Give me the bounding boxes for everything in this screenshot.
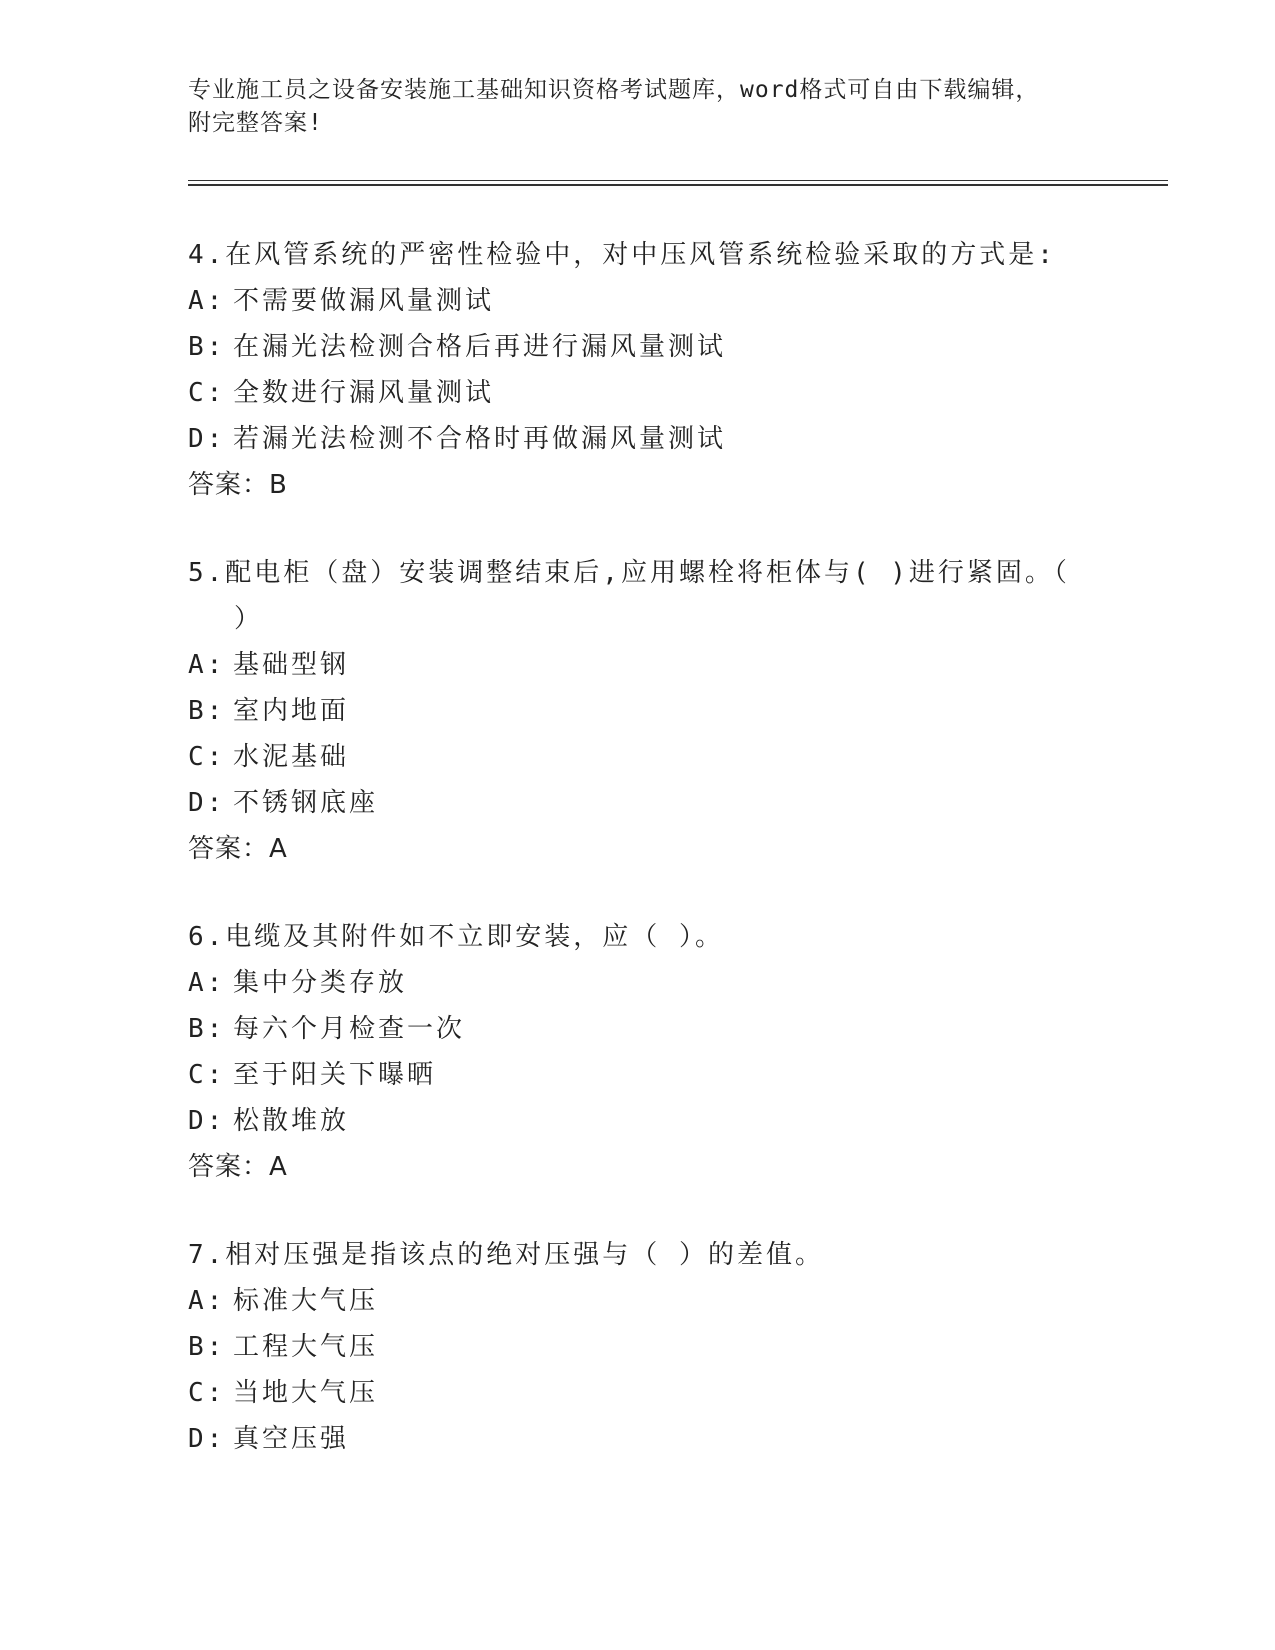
option-letter: B:: [188, 332, 226, 362]
question-stem: 7.相对压强是指该点的绝对压强与（ ）的差值。: [188, 1240, 824, 1270]
option-text: 在漏光法检测合格后再进行漏风量测试: [233, 332, 727, 362]
option-d: [188, 416, 1088, 462]
option-text: 全数进行漏风量测试: [233, 378, 495, 408]
option-letter: A:: [188, 650, 226, 680]
option-a: [188, 642, 1088, 688]
option-c: [188, 734, 1088, 780]
option-b: [188, 688, 1088, 734]
option-text: 标准大气压: [233, 1286, 379, 1316]
option-a: [188, 278, 1088, 324]
option-text: 松散堆放: [233, 1106, 350, 1136]
question-4: [188, 232, 1088, 508]
option-a: [188, 960, 1088, 1006]
option-c: [188, 1370, 1088, 1416]
header-divider-thin: [188, 180, 1168, 181]
question-7: [188, 1232, 1088, 1462]
option-letter: C:: [188, 1378, 226, 1408]
question-stem: 6.电缆及其附件如不立即安装，应（ ）。: [188, 922, 724, 952]
option-text: 若漏光法检测不合格时再做漏风量测试: [233, 424, 727, 454]
header-line-1: 专业施工员之设备安装施工基础知识资格考试题库，word格式可自由下载编辑，: [188, 77, 1040, 103]
header-divider-thick: [188, 184, 1168, 186]
option-letter: B:: [188, 1332, 226, 1362]
option-text: 室内地面: [233, 696, 350, 726]
question-6: [188, 914, 1088, 1190]
option-b: [188, 1006, 1088, 1052]
option-letter: D:: [188, 1424, 226, 1454]
answer-line: 答案：B: [188, 470, 288, 500]
option-letter: C:: [188, 378, 226, 408]
option-letter: D:: [188, 788, 226, 818]
option-letter: A:: [188, 1286, 226, 1316]
option-text: 不锈钢底座: [233, 788, 379, 818]
document-header: [188, 74, 1068, 140]
option-text: 至于阳关下曝晒: [233, 1060, 437, 1090]
header-line-2: 附完整答案!: [188, 110, 323, 136]
option-letter: C:: [188, 742, 226, 772]
option-text: 工程大气压: [233, 1332, 379, 1362]
answer-line: 答案：A: [188, 834, 288, 864]
option-text: 当地大气压: [233, 1378, 379, 1408]
option-c: [188, 1052, 1088, 1098]
option-text: 基础型钢: [233, 650, 350, 680]
option-text: 集中分类存放: [233, 968, 408, 998]
option-b: [188, 324, 1088, 370]
option-letter: C:: [188, 1060, 226, 1090]
option-b: [188, 1324, 1088, 1370]
option-d: [188, 1098, 1088, 1144]
option-letter: A:: [188, 968, 226, 998]
option-d: [188, 1416, 1088, 1462]
option-d: [188, 780, 1088, 826]
option-text: 不需要做漏风量测试: [233, 286, 495, 316]
option-c: [188, 370, 1088, 416]
option-a: [188, 1278, 1088, 1324]
option-letter: B:: [188, 1014, 226, 1044]
question-stem: 4.在风管系统的严密性检验中，对中压风管系统检验采取的方式是:: [188, 240, 1056, 270]
option-letter: D:: [188, 424, 226, 454]
option-letter: B:: [188, 696, 226, 726]
question-5: [188, 550, 1088, 872]
option-text: 水泥基础: [233, 742, 350, 772]
option-text: 每六个月检查一次: [233, 1014, 466, 1044]
option-letter: D:: [188, 1106, 226, 1136]
option-text: 真空压强: [233, 1424, 350, 1454]
question-stem: 5.配电柜（盘）安装调整结束后,应用螺栓将柜体与( )进行紧固。（: [188, 558, 1070, 588]
question-stem-continuation: ）: [234, 604, 264, 634]
answer-line: 答案：A: [188, 1152, 288, 1182]
option-letter: A:: [188, 286, 226, 316]
